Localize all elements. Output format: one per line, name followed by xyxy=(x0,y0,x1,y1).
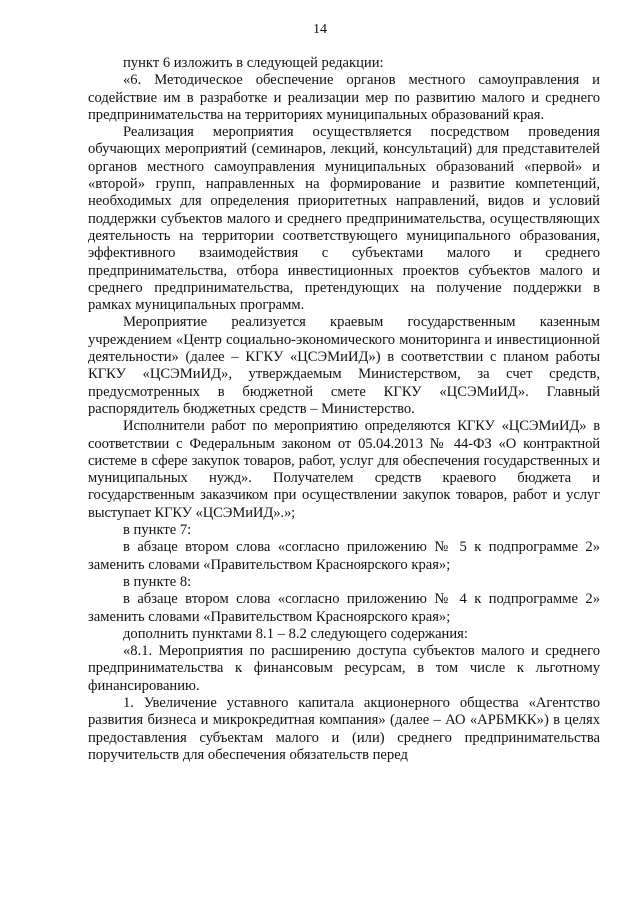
paragraph-item-8-change: в абзаце втором слова «согласно приложению № 4 к подпрограмме 2» заменить словами «Правительством Красноярского края»; xyxy=(88,591,600,625)
document-body xyxy=(88,55,600,764)
paragraph-item-6-contractors: Исполнители работ по мероприятию определяются КГКУ «ЦСЭМиИД» в соответствии с Федеральным законом от 05.04.2013 № 44-ФЗ «О контрактной системе в сфере закупок товаров, работ, услуг для обеспечения государственных и муниципальных нужд». Получателем средств краевого бюджета и государственным заказчиком при осуществлении закупок товаров, работ и услуг выступает КГКУ «ЦСЭМиИД».»; xyxy=(88,418,600,521)
paragraph-item-8-heading: в пункте 8: xyxy=(123,573,192,590)
paragraph-add-items: дополнить пунктами 8.1 – 8.2 следующего содержания: xyxy=(123,625,468,642)
paragraph-item-6-title: «6. Методическое обеспечение органов местного самоуправления и содействие им в разработке и реализации мер по развитию малого и среднего предпринимательства на территориях муниципальных образований края. xyxy=(88,72,600,123)
paragraph-item-6-implementation: Реализация мероприятия осуществляется посредством проведения обучающих мероприятий (семинаров, лекций, консультаций) для представителей органов местного самоуправления муниципальных образований «первой» и «второй» групп, направленных на формирование и развитие компетенций, необходимых для определения приоритетных направлений, видов и условий поддержки субъектов малого и среднего предпринимательства, осуществляющих деятельность на территории соответствующего муниципального образования, эффективного взаимодействия с субъектами малого и среднего предпринимательства, отбора инвестиционных проектов субъектов малого и среднего предпринимательства, претендующих на получение поддержки в рамках муниципальных программ. xyxy=(88,124,600,314)
page-number: 14 xyxy=(313,22,327,37)
paragraph-intro: пункт 6 изложить в следующей редакции: xyxy=(123,55,384,71)
paragraph-item-7-change: в абзаце втором слова «согласно приложению № 5 к подпрограмме 2» заменить словами «Правительством Красноярского края»; xyxy=(88,539,600,573)
paragraph-item-7-heading: в пункте 7: xyxy=(123,522,192,539)
paragraph-item-8-1-title: «8.1. Мероприятия по расширению доступа субъектов малого и среднего предпринимательства к финансовым ресурсам, в том числе к льготному финансированию. xyxy=(88,643,600,694)
paragraph-item-6-executor: Мероприятие реализуется краевым государственным казенным учреждением «Центр социально-экономического мониторинга и инвестиционной деятельности» (далее – КГКУ «ЦСЭМиИД») в соответствии с планом работы КГКУ «ЦСЭМиИД», утверждаемым Министерством, за счет средств, предусмотренных в бюджетной смете КГКУ «ЦСЭМиИД». Главный распорядитель бюджетных средств – Министерство. xyxy=(88,314,600,417)
paragraph-item-8-1-capital: 1. Увеличение уставного капитала акционерного общества «Агентство развития бизнеса и микрокредитная компания» (далее – АО «АРБМКК») в целях предоставления субъектам малого и (или) среднего предпринимательства поручительств для обеспечения обязательств перед xyxy=(88,694,600,763)
